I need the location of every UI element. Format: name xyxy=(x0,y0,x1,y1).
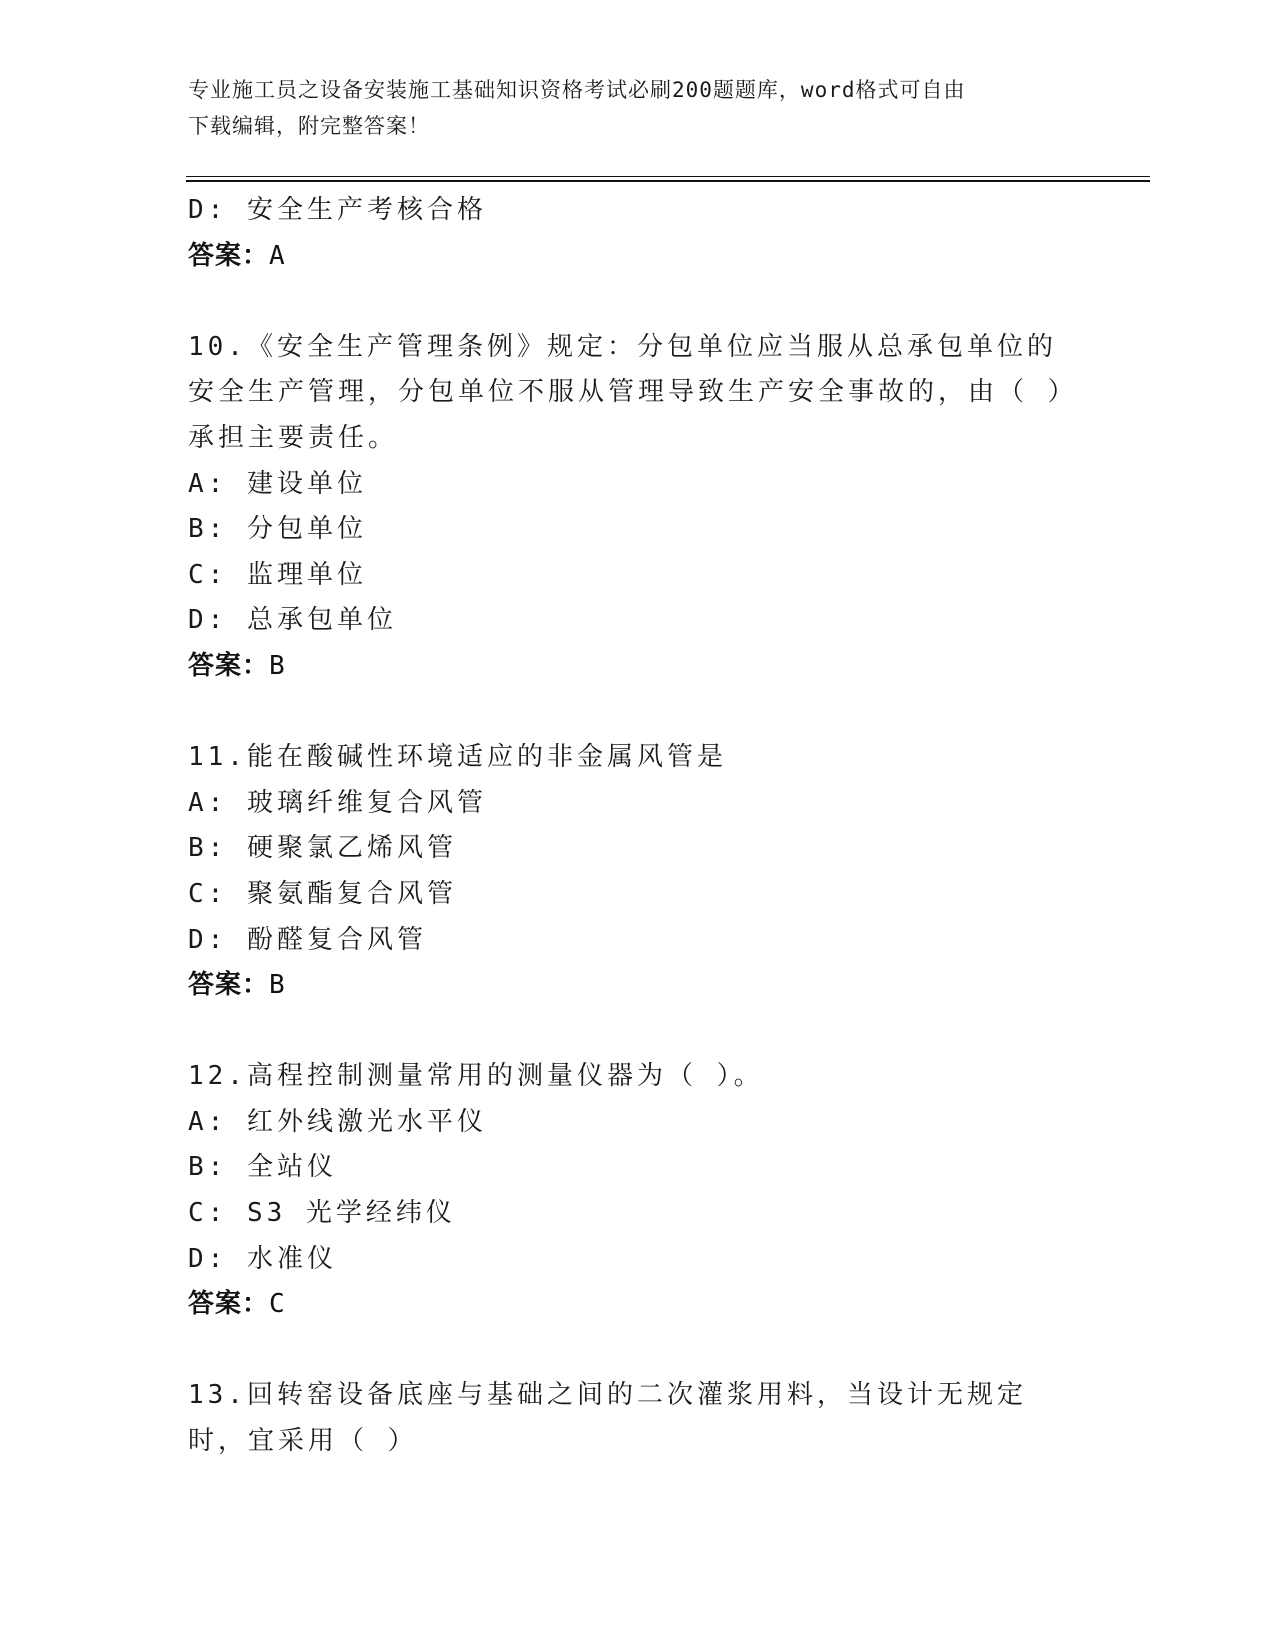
prev-answer-value: A xyxy=(269,240,286,271)
spacer xyxy=(188,690,1088,736)
q13-stem: 13.回转窑设备底座与基础之间的二次灌浆用料，当设计无规定时，宜采用（ ） xyxy=(188,1380,1027,1457)
q10-answer xyxy=(188,644,1088,690)
q10-option-d: D: 总承包单位 xyxy=(188,605,397,636)
question-list xyxy=(188,188,1088,1465)
spacer xyxy=(188,1009,1088,1055)
q10-answer-value: B xyxy=(269,650,286,681)
q12-answer-value: C xyxy=(269,1289,286,1320)
q10-option-c: C: 监理单位 xyxy=(188,559,367,590)
header-line-1: 专业施工员之设备安装施工基础知识资格考试必刷200题题库，word格式可自由 xyxy=(188,78,966,102)
q12-option-b: B: 全站仪 xyxy=(188,1152,337,1183)
document-header xyxy=(188,72,1068,144)
q12-stem: 12.高程控制测量常用的测量仪器为（ ）。 xyxy=(188,1061,764,1092)
header-line-2: 下载编辑，附完整答案！ xyxy=(188,114,430,138)
spacer xyxy=(188,279,1088,325)
q10-option-b: B: 分包单位 xyxy=(188,514,367,545)
q12-option-a: A: 红外线激光水平仪 xyxy=(188,1106,487,1137)
header-divider-thick xyxy=(186,180,1150,182)
q12-answer xyxy=(188,1282,1088,1328)
q11-option-d: D: 酚醛复合风管 xyxy=(188,924,427,955)
q11-option-c: C: 聚氨酯复合风管 xyxy=(188,878,457,909)
q11-answer-label: 答案： xyxy=(188,970,270,1001)
q10-stem: 10.《安全生产管理条例》规定：分包单位应当服从总承包单位的安全生产管理，分包单位不服从管理导致生产安全事故的，由（ ）承担主要责任。 xyxy=(188,331,1065,453)
q12-option-c: C: S3 光学经纬仪 xyxy=(188,1198,456,1229)
q11-stem: 11.能在酸碱性环境适应的非金属风管是 xyxy=(188,742,727,773)
q11-option-b: B: 硬聚氯乙烯风管 xyxy=(188,833,457,864)
q12-answer-label: 答案： xyxy=(188,1289,270,1320)
q10-option-a: A: 建设单位 xyxy=(188,468,367,499)
prev-option-d: D: 安全生产考核合格 xyxy=(188,195,487,225)
q11-answer xyxy=(188,963,1088,1009)
q11-option-a: A: 玻璃纤维复合风管 xyxy=(188,787,487,818)
prev-answer xyxy=(188,234,1088,280)
q12-option-d: D: 水准仪 xyxy=(188,1243,337,1274)
q10-answer-label: 答案： xyxy=(188,650,270,681)
q11-answer-value: B xyxy=(269,970,286,1001)
header-divider-thin xyxy=(186,176,1150,177)
prev-answer-label: 答案： xyxy=(188,240,270,271)
spacer xyxy=(188,1328,1088,1374)
